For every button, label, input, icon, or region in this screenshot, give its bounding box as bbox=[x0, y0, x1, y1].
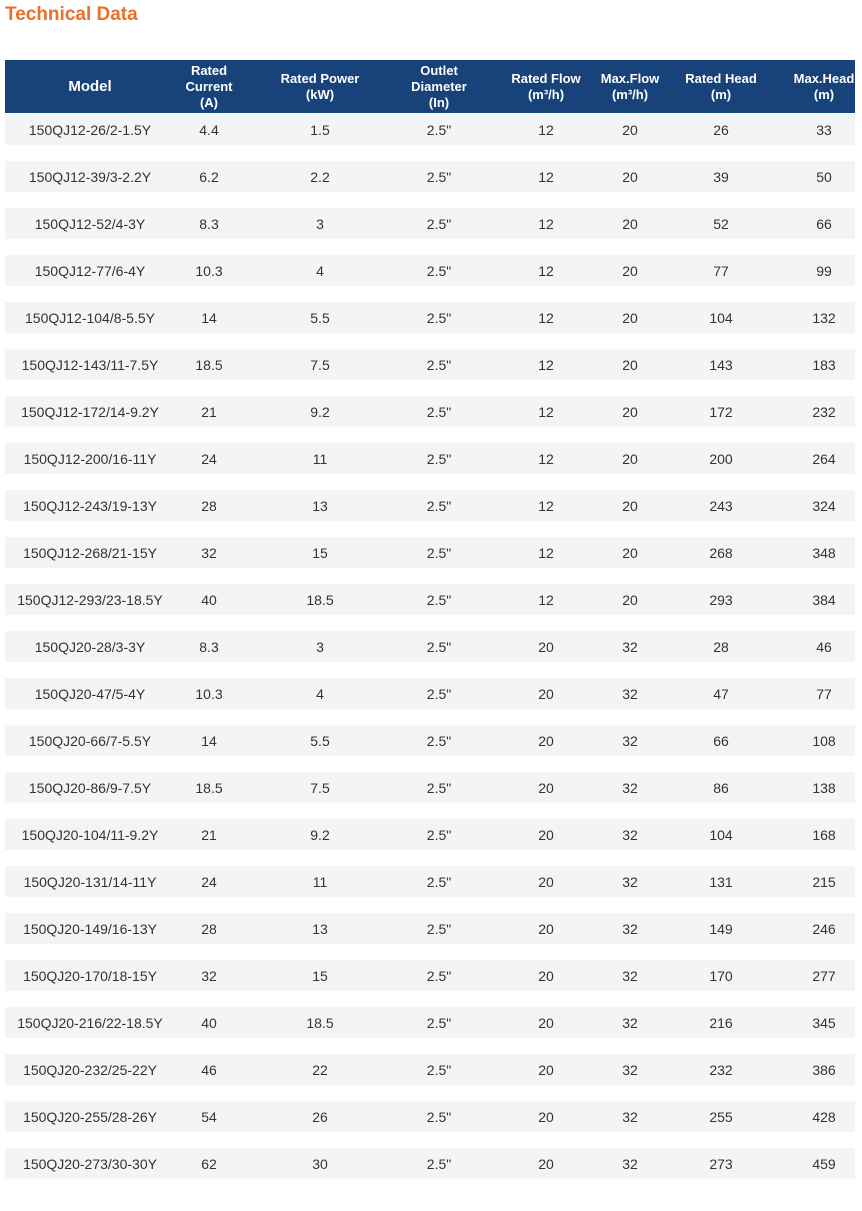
cell-rated-power: 3 bbox=[316, 215, 324, 232]
cell-rated-head: 293 bbox=[709, 591, 733, 608]
cell-model: 150QJ12-268/21-15Y bbox=[23, 544, 157, 561]
cell-outlet-diameter: 2.5" bbox=[426, 168, 452, 185]
cell-rated-head: 28 bbox=[713, 638, 729, 655]
cell-rated-current: 54 bbox=[201, 1108, 217, 1125]
cell-max-head: 428 bbox=[812, 1108, 836, 1125]
column-header-label: Rated Head (m) bbox=[685, 70, 757, 102]
table-body bbox=[5, 114, 855, 1179]
cell-rated-power: 18.5 bbox=[306, 1014, 334, 1031]
cell-model: 150QJ20-255/28-26Y bbox=[23, 1108, 157, 1125]
cell-rated-power: 7.5 bbox=[310, 356, 330, 373]
cell-rated-head: 255 bbox=[709, 1108, 733, 1125]
table-row bbox=[5, 1148, 855, 1179]
table-row bbox=[5, 114, 855, 145]
cell-max-head: 99 bbox=[816, 262, 832, 279]
cell-outlet-diameter: 2.5" bbox=[426, 450, 452, 467]
cell-max-flow: 20 bbox=[622, 450, 638, 467]
cell-max-flow: 20 bbox=[622, 168, 638, 185]
cell-model: 150QJ12-243/19-13Y bbox=[23, 497, 157, 514]
cell-model: 150QJ20-232/25-22Y bbox=[23, 1061, 157, 1078]
column-header-label: Max.Flow (m³/h) bbox=[600, 70, 660, 102]
column-header-label: Max.Head (m) bbox=[793, 70, 855, 102]
cell-model: 150QJ20-216/22-18.5Y bbox=[17, 1014, 163, 1031]
cell-max-flow: 32 bbox=[622, 779, 638, 796]
table-row bbox=[5, 537, 855, 568]
cell-rated-flow: 12 bbox=[538, 591, 554, 608]
cell-max-flow: 20 bbox=[622, 215, 638, 232]
cell-rated-head: 143 bbox=[709, 356, 733, 373]
cell-outlet-diameter: 2.5" bbox=[426, 403, 452, 420]
cell-rated-power: 5.5 bbox=[310, 309, 330, 326]
cell-rated-flow: 20 bbox=[538, 873, 554, 890]
cell-max-flow: 20 bbox=[622, 121, 638, 138]
cell-rated-current: 8.3 bbox=[199, 215, 219, 232]
cell-max-flow: 32 bbox=[622, 732, 638, 749]
cell-max-flow: 32 bbox=[622, 685, 638, 702]
cell-rated-head: 66 bbox=[713, 732, 729, 749]
cell-rated-flow: 12 bbox=[538, 168, 554, 185]
cell-rated-current: 21 bbox=[201, 826, 217, 843]
cell-max-flow: 32 bbox=[622, 873, 638, 890]
cell-max-head: 50 bbox=[816, 168, 832, 185]
cell-rated-head: 172 bbox=[709, 403, 733, 420]
cell-rated-power: 30 bbox=[312, 1155, 328, 1172]
cell-model: 150QJ12-172/14-9.2Y bbox=[21, 403, 159, 420]
cell-outlet-diameter: 2.5" bbox=[426, 779, 452, 796]
cell-rated-flow: 20 bbox=[538, 1014, 554, 1031]
table-header bbox=[5, 60, 855, 113]
cell-outlet-diameter: 2.5" bbox=[426, 920, 452, 937]
cell-model: 150QJ20-170/18-15Y bbox=[23, 967, 157, 984]
table-row bbox=[5, 772, 855, 803]
cell-max-flow: 32 bbox=[622, 1061, 638, 1078]
column-header-label: Rated Current (A) bbox=[185, 62, 233, 110]
cell-max-flow: 32 bbox=[622, 1155, 638, 1172]
cell-model: 150QJ20-104/11-9.2Y bbox=[21, 826, 159, 843]
cell-outlet-diameter: 2.5" bbox=[426, 1108, 452, 1125]
cell-outlet-diameter: 2.5" bbox=[426, 638, 452, 655]
cell-max-head: 345 bbox=[812, 1014, 836, 1031]
cell-max-flow: 20 bbox=[622, 591, 638, 608]
cell-rated-current: 21 bbox=[201, 403, 217, 420]
cell-max-head: 384 bbox=[812, 591, 836, 608]
cell-max-head: 183 bbox=[812, 356, 836, 373]
cell-rated-power: 9.2 bbox=[310, 403, 330, 420]
cell-rated-current: 8.3 bbox=[199, 638, 219, 655]
cell-rated-flow: 20 bbox=[538, 779, 554, 796]
column-header-label: Rated Flow (m³/h) bbox=[511, 70, 581, 102]
cell-max-flow: 32 bbox=[622, 1014, 638, 1031]
cell-model: 150QJ12-200/16-11Y bbox=[23, 450, 157, 467]
cell-rated-current: 14 bbox=[201, 732, 217, 749]
cell-rated-current: 40 bbox=[201, 591, 217, 608]
cell-rated-current: 6.2 bbox=[199, 168, 219, 185]
cell-max-head: 215 bbox=[812, 873, 836, 890]
cell-rated-head: 149 bbox=[709, 920, 733, 937]
cell-rated-flow: 12 bbox=[538, 356, 554, 373]
cell-model: 150QJ12-26/2-1.5Y bbox=[28, 121, 152, 138]
cell-outlet-diameter: 2.5" bbox=[426, 1155, 452, 1172]
cell-max-head: 348 bbox=[812, 544, 836, 561]
cell-rated-head: 104 bbox=[709, 826, 733, 843]
cell-rated-current: 14 bbox=[201, 309, 217, 326]
cell-max-head: 168 bbox=[812, 826, 836, 843]
cell-max-flow: 32 bbox=[622, 826, 638, 843]
cell-rated-flow: 20 bbox=[538, 1061, 554, 1078]
cell-model: 150QJ12-104/8-5.5Y bbox=[25, 309, 155, 326]
cell-rated-current: 4.4 bbox=[199, 121, 219, 138]
cell-outlet-diameter: 2.5" bbox=[426, 1061, 452, 1078]
table-row bbox=[5, 866, 855, 897]
table-row bbox=[5, 819, 855, 850]
cell-rated-head: 52 bbox=[713, 215, 729, 232]
cell-max-head: 386 bbox=[812, 1061, 836, 1078]
cell-rated-current: 10.3 bbox=[195, 262, 223, 279]
cell-rated-flow: 20 bbox=[538, 826, 554, 843]
table-row bbox=[5, 349, 855, 380]
page-title: Technical Data bbox=[5, 4, 138, 25]
table-row bbox=[5, 255, 855, 286]
table-row bbox=[5, 396, 855, 427]
cell-outlet-diameter: 2.5" bbox=[426, 262, 452, 279]
cell-outlet-diameter: 2.5" bbox=[426, 685, 452, 702]
cell-rated-flow: 20 bbox=[538, 1155, 554, 1172]
table-row bbox=[5, 443, 855, 474]
table-row bbox=[5, 1007, 855, 1038]
cell-model: 150QJ20-131/14-11Y bbox=[23, 873, 157, 890]
cell-rated-power: 9.2 bbox=[310, 826, 330, 843]
column-header-label: Rated Power (kW) bbox=[280, 70, 360, 102]
cell-rated-flow: 12 bbox=[538, 403, 554, 420]
cell-rated-flow: 20 bbox=[538, 920, 554, 937]
cell-model: 150QJ12-293/23-18.5Y bbox=[17, 591, 163, 608]
cell-rated-flow: 20 bbox=[538, 685, 554, 702]
cell-max-flow: 20 bbox=[622, 309, 638, 326]
table-row bbox=[5, 490, 855, 521]
cell-rated-head: 268 bbox=[709, 544, 733, 561]
cell-rated-flow: 12 bbox=[538, 497, 554, 514]
cell-rated-head: 86 bbox=[713, 779, 729, 796]
cell-rated-head: 243 bbox=[709, 497, 733, 514]
table-row bbox=[5, 960, 855, 991]
cell-rated-head: 47 bbox=[713, 685, 729, 702]
table-row bbox=[5, 161, 855, 192]
column-header-rated-power bbox=[243, 60, 397, 113]
cell-rated-power: 22 bbox=[312, 1061, 328, 1078]
cell-outlet-diameter: 2.5" bbox=[426, 356, 452, 373]
table-row bbox=[5, 208, 855, 239]
column-header-max-head bbox=[793, 60, 855, 113]
cell-rated-head: 216 bbox=[709, 1014, 733, 1031]
cell-model: 150QJ20-273/30-30Y bbox=[23, 1155, 157, 1172]
cell-rated-flow: 20 bbox=[538, 638, 554, 655]
cell-rated-current: 10.3 bbox=[195, 685, 223, 702]
cell-rated-current: 18.5 bbox=[195, 779, 223, 796]
cell-rated-current: 40 bbox=[201, 1014, 217, 1031]
cell-max-head: 108 bbox=[812, 732, 836, 749]
cell-max-flow: 32 bbox=[622, 638, 638, 655]
cell-rated-power: 3 bbox=[316, 638, 324, 655]
cell-rated-head: 273 bbox=[709, 1155, 733, 1172]
cell-outlet-diameter: 2.5" bbox=[426, 732, 452, 749]
cell-max-head: 77 bbox=[816, 685, 832, 702]
cell-max-head: 459 bbox=[812, 1155, 836, 1172]
cell-rated-power: 5.5 bbox=[310, 732, 330, 749]
cell-max-head: 132 bbox=[812, 309, 836, 326]
cell-rated-current: 24 bbox=[201, 450, 217, 467]
cell-max-head: 246 bbox=[812, 920, 836, 937]
cell-rated-power: 4 bbox=[316, 262, 324, 279]
cell-rated-power: 13 bbox=[312, 497, 328, 514]
cell-rated-current: 28 bbox=[201, 920, 217, 937]
technical-data-table bbox=[5, 60, 855, 1195]
cell-model: 150QJ20-47/5-4Y bbox=[34, 685, 146, 702]
cell-rated-head: 232 bbox=[709, 1061, 733, 1078]
cell-outlet-diameter: 2.5" bbox=[426, 121, 452, 138]
cell-rated-power: 4 bbox=[316, 685, 324, 702]
cell-rated-current: 32 bbox=[201, 544, 217, 561]
cell-rated-flow: 12 bbox=[538, 450, 554, 467]
cell-outlet-diameter: 2.5" bbox=[426, 309, 452, 326]
cell-rated-power: 26 bbox=[312, 1108, 328, 1125]
cell-max-head: 33 bbox=[816, 121, 832, 138]
cell-rated-head: 200 bbox=[709, 450, 733, 467]
cell-rated-power: 18.5 bbox=[306, 591, 334, 608]
cell-rated-current: 46 bbox=[201, 1061, 217, 1078]
cell-max-flow: 32 bbox=[622, 967, 638, 984]
cell-rated-power: 15 bbox=[312, 967, 328, 984]
cell-rated-flow: 12 bbox=[538, 121, 554, 138]
cell-rated-flow: 20 bbox=[538, 732, 554, 749]
cell-model: 150QJ12-143/11-7.5Y bbox=[21, 356, 159, 373]
cell-rated-head: 170 bbox=[709, 967, 733, 984]
cell-max-head: 277 bbox=[812, 967, 836, 984]
cell-rated-flow: 12 bbox=[538, 544, 554, 561]
cell-rated-current: 62 bbox=[201, 1155, 217, 1172]
cell-max-flow: 20 bbox=[622, 262, 638, 279]
cell-rated-head: 131 bbox=[709, 873, 733, 890]
cell-rated-power: 11 bbox=[312, 873, 328, 890]
cell-rated-head: 26 bbox=[713, 121, 729, 138]
cell-outlet-diameter: 2.5" bbox=[426, 591, 452, 608]
cell-max-head: 324 bbox=[812, 497, 836, 514]
table-row bbox=[5, 913, 855, 944]
column-header-max-flow bbox=[600, 60, 660, 113]
cell-model: 150QJ12-52/4-3Y bbox=[34, 215, 146, 232]
cell-max-flow: 32 bbox=[622, 1108, 638, 1125]
cell-outlet-diameter: 2.5" bbox=[426, 873, 452, 890]
column-header-rated-current bbox=[175, 60, 243, 113]
cell-rated-power: 13 bbox=[312, 920, 328, 937]
cell-rated-current: 18.5 bbox=[195, 356, 223, 373]
cell-outlet-diameter: 2.5" bbox=[426, 967, 452, 984]
table-row bbox=[5, 1101, 855, 1132]
cell-rated-current: 32 bbox=[201, 967, 217, 984]
cell-model: 150QJ20-66/7-5.5Y bbox=[28, 732, 152, 749]
column-header-rated-flow bbox=[481, 60, 611, 113]
cell-max-head: 66 bbox=[816, 215, 832, 232]
cell-model: 150QJ12-77/6-4Y bbox=[34, 262, 146, 279]
cell-max-head: 46 bbox=[816, 638, 832, 655]
cell-rated-head: 77 bbox=[713, 262, 729, 279]
cell-rated-power: 11 bbox=[312, 450, 328, 467]
cell-model: 150QJ20-28/3-3Y bbox=[34, 638, 146, 655]
cell-max-flow: 20 bbox=[622, 544, 638, 561]
cell-outlet-diameter: 2.5" bbox=[426, 497, 452, 514]
column-header-label: Model bbox=[68, 77, 112, 95]
cell-model: 150QJ12-39/3-2.2Y bbox=[28, 168, 152, 185]
cell-max-flow: 20 bbox=[622, 403, 638, 420]
cell-rated-power: 7.5 bbox=[310, 779, 330, 796]
cell-max-flow: 32 bbox=[622, 920, 638, 937]
cell-rated-power: 15 bbox=[312, 544, 328, 561]
cell-rated-current: 28 bbox=[201, 497, 217, 514]
table-row bbox=[5, 678, 855, 709]
cell-rated-head: 39 bbox=[713, 168, 729, 185]
cell-rated-flow: 12 bbox=[538, 215, 554, 232]
table-row bbox=[5, 1054, 855, 1085]
table-row bbox=[5, 302, 855, 333]
column-header-label: Outlet Diameter (In) bbox=[411, 62, 467, 110]
cell-max-flow: 20 bbox=[622, 356, 638, 373]
cell-rated-flow: 20 bbox=[538, 1108, 554, 1125]
column-header-model bbox=[5, 60, 175, 113]
cell-outlet-diameter: 2.5" bbox=[426, 215, 452, 232]
cell-max-flow: 20 bbox=[622, 497, 638, 514]
column-header-outlet-diameter bbox=[397, 60, 481, 113]
cell-model: 150QJ20-149/16-13Y bbox=[23, 920, 157, 937]
cell-max-head: 232 bbox=[812, 403, 836, 420]
column-header-rated-head bbox=[649, 60, 793, 113]
cell-rated-head: 104 bbox=[709, 309, 733, 326]
cell-rated-current: 24 bbox=[201, 873, 217, 890]
table-row bbox=[5, 631, 855, 662]
table-row bbox=[5, 725, 855, 756]
cell-rated-flow: 20 bbox=[538, 967, 554, 984]
cell-outlet-diameter: 2.5" bbox=[426, 544, 452, 561]
cell-rated-flow: 12 bbox=[538, 262, 554, 279]
cell-max-head: 264 bbox=[812, 450, 836, 467]
cell-outlet-diameter: 2.5" bbox=[426, 826, 452, 843]
cell-rated-power: 2.2 bbox=[310, 168, 330, 185]
cell-rated-flow: 12 bbox=[538, 309, 554, 326]
cell-rated-power: 1.5 bbox=[310, 121, 330, 138]
table-row bbox=[5, 584, 855, 615]
cell-max-head: 138 bbox=[812, 779, 836, 796]
cell-model: 150QJ20-86/9-7.5Y bbox=[28, 779, 152, 796]
cell-outlet-diameter: 2.5" bbox=[426, 1014, 452, 1031]
